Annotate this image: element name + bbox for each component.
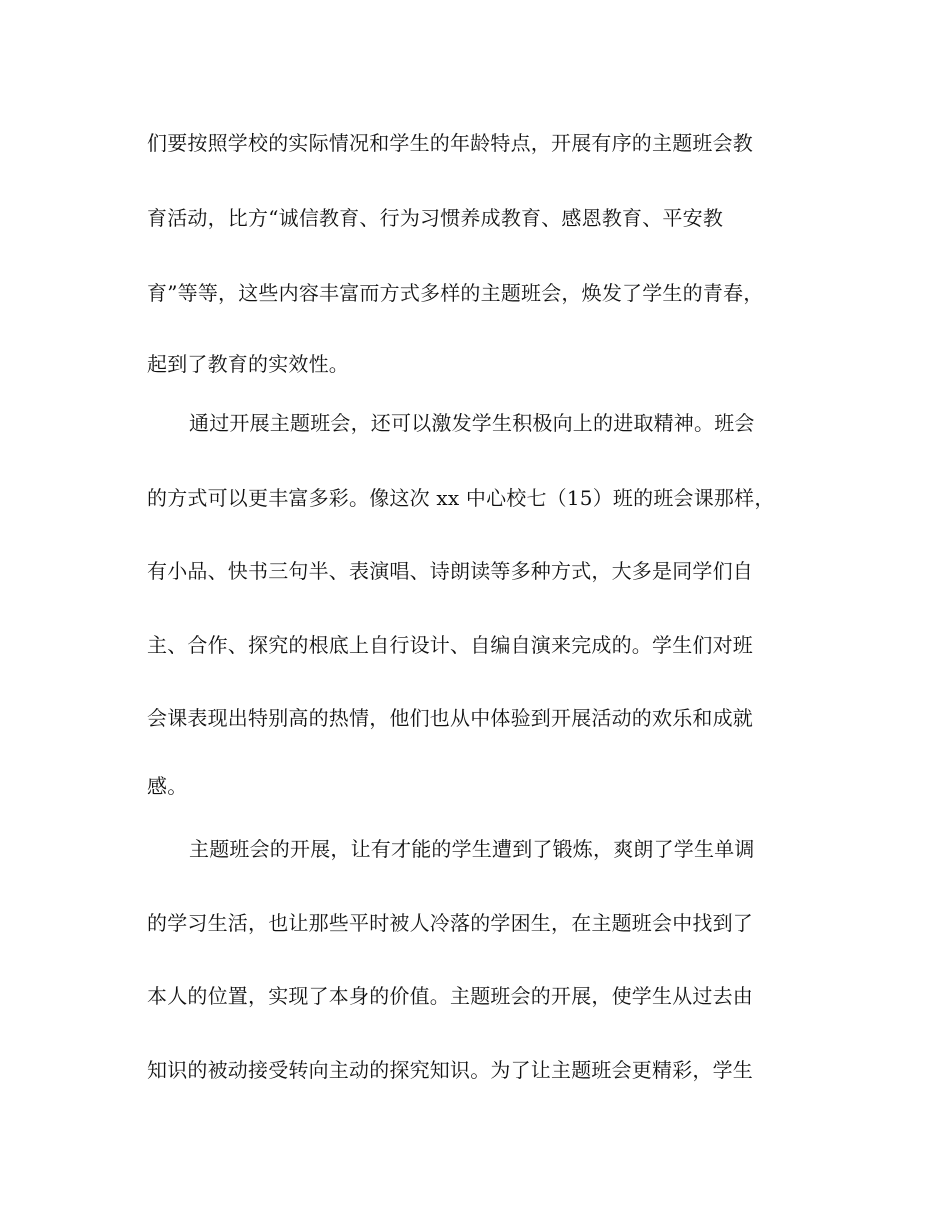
text-line: 有小品、快书三句半、表演唱、诗朗读等多种方式，大多是同学们自 xyxy=(147,559,753,583)
text-line: 的学习生活，也让那些平时被人冷落的学困生，在主题班会中找到了 xyxy=(147,911,753,935)
paragraph-first-line: 主题班会的开展，让有才能的学生遭到了锻炼，爽朗了学生单调 xyxy=(189,837,755,861)
text-line: 育”等等，这些内容丰富而方式多样的主题班会，焕发了学生的青春， xyxy=(147,281,764,305)
text-line: 知识的被动接受转向主动的探究知识。为了让主题班会更精彩，学生 xyxy=(147,1058,753,1082)
text-line: 会课表现出特别高的热情，他们也从中体验到开展活动的欢乐和成就 xyxy=(147,706,753,730)
text-line: 起到了教育的实效性。 xyxy=(147,352,349,376)
text-line: 感。 xyxy=(147,774,188,798)
text-line: 本人的位置，实现了本身的价值。主题班会的开展，使学生从过去由 xyxy=(147,984,753,1008)
text-line: 的方式可以更丰富多彩。像这次 xx 中心校七（15）班的班会课那样， xyxy=(147,486,775,510)
text-line: 育活动，比方“诚信教育、行为习惯养成教育、感恩教育、平安教 xyxy=(147,206,724,230)
paragraph-first-line: 通过开展主题班会，还可以激发学生积极向上的进取精神。班会 xyxy=(189,411,755,435)
text-line: 们要按照学校的实际情况和学生的年龄特点，开展有序的主题班会教 xyxy=(147,131,753,155)
text-line: 主、合作、探究的根底上自行设计、自编自演来完成的。学生们对班 xyxy=(147,633,753,657)
